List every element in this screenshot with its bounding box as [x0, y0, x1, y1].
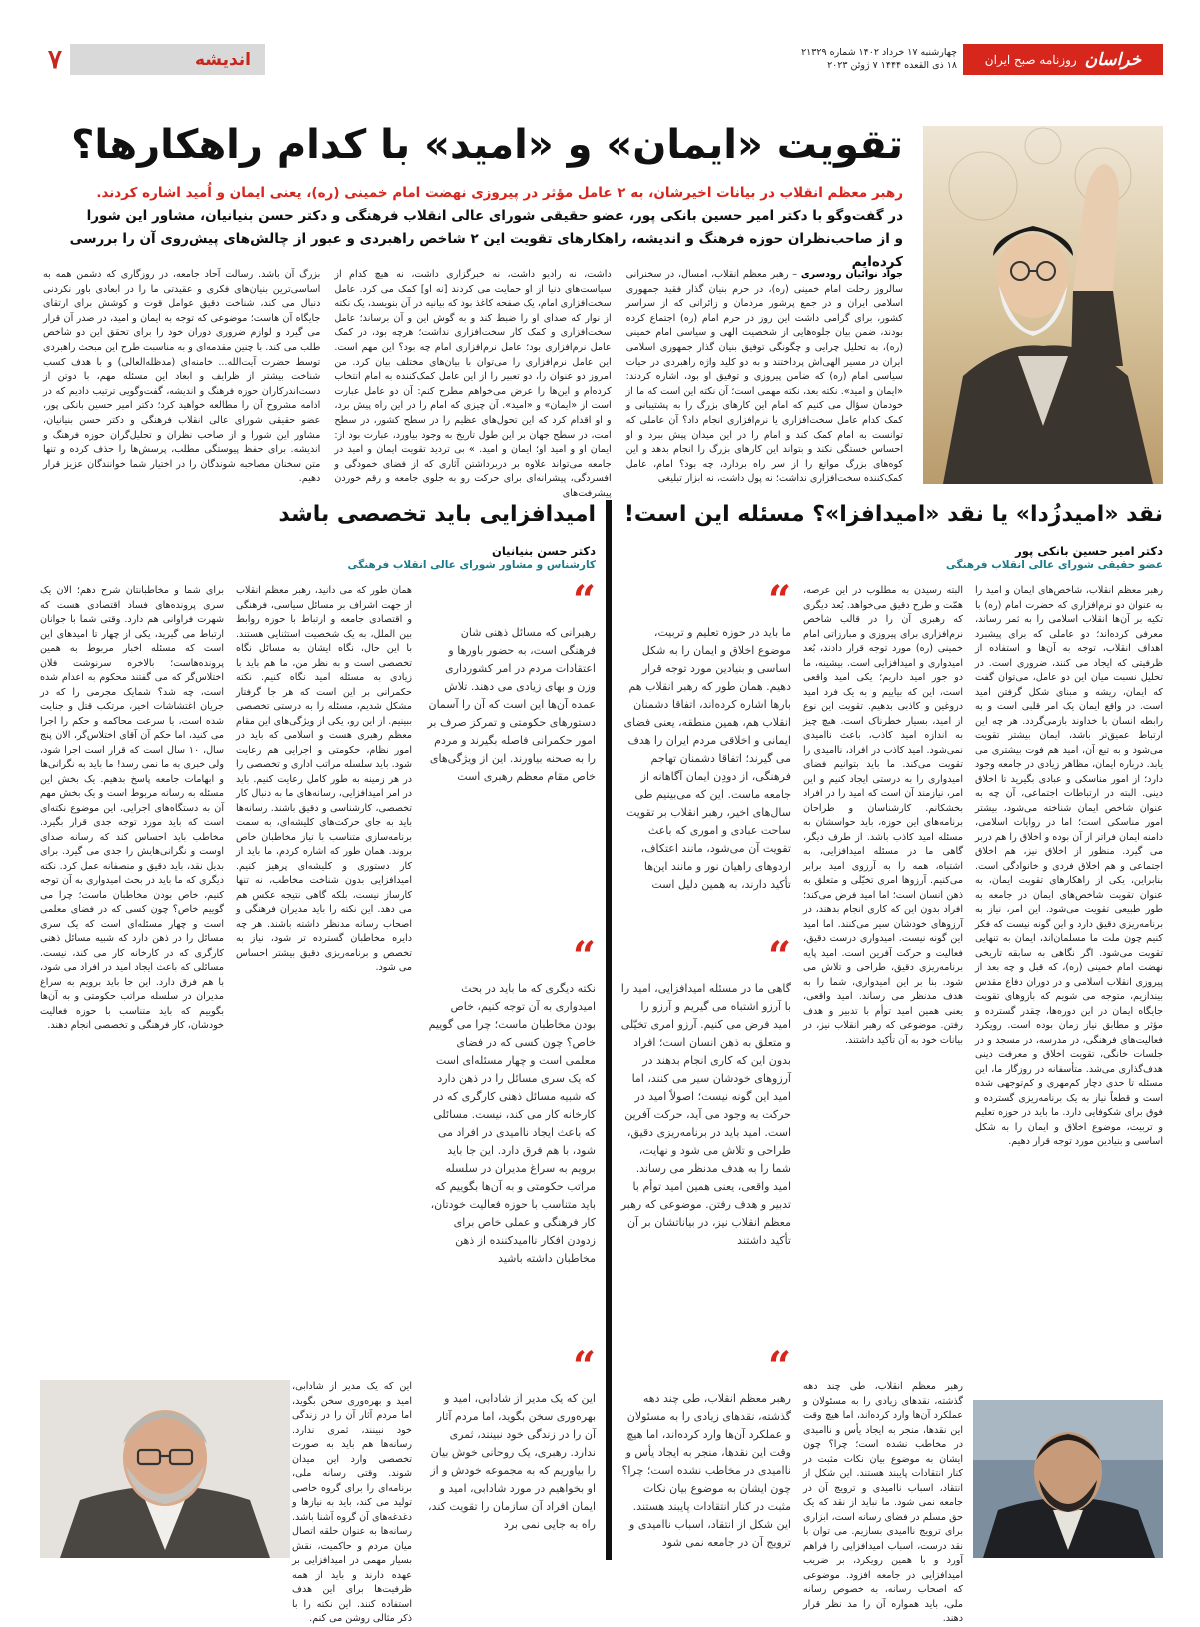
column-divider [606, 500, 612, 1560]
quote-mark-icon: “ [767, 933, 791, 980]
newspaper-brand[interactable] [963, 44, 1163, 75]
bonyanian-portrait-illustration [40, 1380, 290, 1558]
left-article-column-2: همان طور که می دانید، رهبر معظم انقلاب از جهت اشراف بر مسائل سیاسی، فرهنگی و اقتصادی جامعه و ارتباط با حوزه روابط بین الملل، به یک شخصیت استثنایی هستند. با این حال، نگاه ایشان به مسائل نگاه تخصصی است و به نظر من، ما هم باید با زیادی به مسئله امید نگاه کنیم. نکته حکمرانی بر این است که هر جا گرفتار مشکل شدیم، مسئله را به درستی تخصصی ببینیم. از این رو، یکی از ویژگی‌های این مقام معظم رهبری هست و اسلامی که باید در امور نظام، حکومتی و اجرایی هم رعایت شود. باید سلسله مراتب اداری و تخصصی را در هر زمینه به طور کامل رعایت کنیم. باید در امر امیدافزایی، رسانه‌های ما به دنبال کار تخصصی، کارشناسی و دقیق باشند. رسانه‌ها باید به جای حرکت‌های کلیشه‌ای، به سمت برنامه‌سازی متناسب با نیاز مخاطبان خاص بروند. همان طور که اشاره کردم، ما باید از کار دستوری و کلیشه‌ای پرهیز کنیم. امیدافزایی بدون شناخت مخاطب، نه تنها کارساز نیست، بلکه گاهی نتیجه عکس هم می دهد. این نکته را باید مدیران فرهنگی و اصحاب رسانه مدنظر داشته باشند. هر چه دایره مخاطبان گسترده تر شود، نیاز به تخصص و برنامه‌ریزی دقیق بیشتر احساس می شود. [236, 585, 412, 973]
left-pull-quote-2 [426, 933, 596, 1340]
section-label: اندیشه [70, 44, 265, 75]
left-article-title: امیدافزایی باید تخصصی باشد [278, 502, 596, 527]
right-pull-quote-3 [620, 1343, 791, 1560]
bonyanian-portrait [40, 1380, 290, 1558]
quote-mark-icon: “ [767, 1343, 791, 1390]
lead-column-3: بزرگ آن باشد. رسالت آحاد جامعه، در روزگاری که دشمن همه به اساسی‌ترین بنیان‌های فکری و عقیدتی ما را در ابعادی باور نکردنی دنبال می کند، شناخت دقیق عوامل قوت و کوشش برای ارتقای جایگاه آن هاست؛ موضوعی که توجه به ایمان و امید، در صدر آن قرار می گیرد و لوازم ضروری دوران خود را برای تحقق این دو شاخص طلب می کند. با چنین مقدمه‌ای و به مناسبت طرح این مبحث راهبردی توسط حضرت آیت‌الله... خامنه‌ای (مدظله‌العالی) و با هدف کسب شناخت بیشتر از ظرایف و ابعاد این مسئله مهم، با دوتن از دست‌اندرکاران حوزه فرهنگ و اندیشه، گفت‌وگویی ترتیب دادیم که در ادامه مشروح آن را مطالعه خواهید کرد؛ دکتر امیر حسین بانکی پور، عضو حقیقی شورای عالی انقلاب فرهنگی و دکتر حسن بنیانیان، مشاور این شورا و از صاحب نظران و تحلیل‌گران حوزه فرهنگ و اندیشه. برای حفظ پیوستگی مطلب، پرسش‌ها را حذف کرده و تنها متن سخنان مصاحبه شوندگان را در اختیار شما خوانندگان عزیز قرار دهیم. [43, 269, 321, 485]
pull-quote-text: ما باید در حوزه تعلیم و تربیت، موضوع اخلاق و ایمان را به شکل اساسی و بنیادین مورد توجه قرار دهیم. همان طور که رهبر انقلاب هم بارها اشاره کرده‌اند، اتفاقا دشمنان انقلاب هم، همین منطقه، یعنی فضای ایمانی و اخلاقی مردم ایران را هدف می گیرند؛ اتفاقا دشمنان تهاجم فرهنگی، از دودِن ایمان آگاهانه از جامعه ماست. این که می‌بینیم طی سال‌های اخیر، رهبر انقلاب بر تقویت ساحت عبادی و اموری که باعث تقویت آن می‌شود، مانند اعتکاف، اردوهای راهیان نور و مانند این‌ها تأکید دارند، به همین دلیل است [623, 626, 791, 891]
quote-mark-icon: “ [572, 577, 596, 624]
right-article [620, 500, 1163, 1624]
right-article-byline [620, 544, 1163, 571]
pull-quote-text: رهبرانی که مسائل ذهنی شان فرهنگی است، به حضور باورها و اعتقادات مردم در امر کشورداری وزن و بهای زیادی می دهند. تلاش عمده آن‌ها این است که آن را آسمان دستورهای حکومتی و تمرکز صرف بر امور حکمرانی فاصله بگیرند و مردم را به صحنه بیاورند. این از ویژگی‌های خاص مقام معظم رهبری است [427, 626, 596, 783]
pull-quote-text: نکته دیگری که ما باید در بحث امیدواری به آن توجه کنیم، خاص بودن مخاطبان ماست؛ چرا می گوییم خاص؟ چون کسی که در فضای معلمی است و چهار مسئله‌ای است که یک سری مسائل را در ذهن دارد که شبیه مسائل ذهنی کارگری که در کارخانه کار می کند، نیست. مسائلی که باعث ایجاد ناامیدی در افراد می شود، با هم فرق دارد. این جا باید برویم به سراغ مدیران در سلسله مراتب حکومتی و به آن‌ها بگوییم که باید متناسب با حوزه فعالیت خودتان، کار فرهنگی و عملی خاص برای زدودن افکار ناامید‌کننده از ذهن مخاطبان داشته باشید [428, 982, 596, 1265]
lead-headline: تقویت «ایمان» و «امید» با کدام راهکارها؟ [71, 122, 903, 168]
pull-quote-text: گاهی ما در مسئله امیدافزایی، امید را با آرزو اشتباه می گیریم و آرزو را امید فرض می کنیم. آرزو امری تخیّلی و متعلق به ذهن انسان است؛ افراد بدون این که کاری انجام بدهند در آرزوهای خودشان سیر می کنند، اما امید این گونه نیست؛ اصولاً امید در حرکت به وجود می آید، حرکت آفرین است. امید باید در برنامه‌ریزی دقیق، طراحی و تلاش می شود و نهایت، شما را به هدف مدنظر می رساند. امید واقعی، یعنی همین امید توأم با تدبیر و هدف رفتن. موضوعی که رهبر معظم انقلاب نیز، در بیاناتشان بر آن تأکید داشتند [620, 982, 791, 1247]
lead-story [40, 118, 1163, 499]
lead-author: جواد نوائیان رودسری [800, 269, 903, 280]
right-pull-quote-1 [620, 577, 791, 924]
left-article-column-2-bottom: این که یک مدیر از شادابی، امید و بهره‌وری سخن بگوید، اما مردم آثار آن را در زندگی خود نبینند، ثمری ندارد. رسانه‌ها هم باید به صورت تخصصی وارد این میدان شوند. وقتی رسانه ملی، برنامه‌ای را برای گروه خاصی تولید می کند، باید به نیازها و دغدغه‌های آن گروه آشنا باشد. رسانه‌ها به عنوان حلقه اتصال میان مردم و حاکمیت، نقش بسیار مهمی در امیدافزایی بر عهده دارند و باید از همه ظرفیت‌ها برای این هدف استفاده کنند. این نکته را با ذکر مثالی روشن می کنم. [292, 1381, 412, 1624]
right-article-title: نقد «امیدزُدا» یا نقد «امیدافزا»؟ مسئله این است! [623, 502, 1163, 527]
lede-line-3: و از صاحب‌نظران حوزه فرهنگ و اندیشه، راهکارهای تقویت این ۲ شاخص راهبردی و عبور از چالش‌های پیش‌روی آن را بررسی کرده‌ایم [69, 231, 903, 270]
right-pull-quote-2 [620, 933, 791, 1340]
left-article [40, 500, 596, 1624]
masthead [40, 44, 1163, 75]
lede-line-1: رهبر معظم انقلاب در بیانات اخیرشان، به ۲ عامل مؤثر در پیروزی نهضت امام خمینی (ره)، یعنی ایمان و اُمید اشاره کردند. [96, 185, 903, 201]
left-pull-quote-3 [426, 1343, 596, 1560]
left-article-column-1: برای شما و مخاطبانتان شرح دهم؛ الان یک سری پرونده‌های فساد اقتصادی هست که شهرت فراوانی هم دارد. وقتی شما با جوانان ارتباط می گیرید، یکی از چهار تا امیدهای این است که مسئله اخبار مربوط به همین پرونده‌هاست؛ بالاخره سرنوشت فلان اختلاس‌گر که می گفتند محکوم به اعدام شده است، چه شد؟ شمایک مجرمی را که در جریان اغتشاشات اخیر، مرتکب قتل و جنایت شده است، با سرعت محاکمه و حکم را اجرا می کنید، اما حکم آن آقای اختلاس‌گر، الان پنج سال، ۱۰ سال است که قرار است اجرا شود، ولی خبری به ما نمی رسد! ما باید به نگرانی‌ها و ابهامات جامعه پاسخ بدهیم. یک بخش این مسئله به رسانه مربوط است و یک بخش مهم آن به دستگاه‌های اجرایی. این موضوع نکته‌ای است که باید مورد توجه جدی قرار بگیرد. مخاطب باید احساس کند که رسانه صدای اوست و نگرانی‌هایش را جدی می گیرد. برای بدیل نقد، باید دقیق و منصفانه عمل کرد. نکته دیگری که ما باید در بحث امیدواری به آن توجه کنیم، خاص بودن مخاطبان ماست؛ چرا می گوییم خاص؟ چون کسی که در فضای معلمی است و چهار مسئله‌ای است که یک سری مسائل را در ذهن دارد که شبیه مسائل ذهنی کارگری که در کارخانه کار می کند، نیست. مسائلی که باعث ایجاد امید در افراد می شود، با هم فرق دارد. این جا باید برویم به سراغ مدیران در سلسله مراتب حکومتی و به آن‌ها بگوییم که باید متناسب با حوزه فعالیت خودشان، کار فرهنگی و تخصصی انجام دهند. [40, 585, 225, 1031]
bankipour-portrait [973, 1400, 1163, 1558]
issue-date-line: چهارشنبه ۱۷ خرداد ۱۴۰۲ شماره ۲۱۳۲۹ [801, 47, 957, 58]
byline-role: کارشناس و مشاور شورای عالی انقلاب فرهنگی [347, 559, 596, 571]
brand-logo: خراسان [1084, 49, 1142, 70]
pull-quote-text: این که یک مدیر از شادابی، امید و بهره‌وری سخن بگوید، اما مردم آثار آن را در زندگی خود نبینند، ثمری ندارد. رهبری، یک روحانی خوش بیان را بیاوریم که به مجموعه خودش و از او بخواهیم در مورد شادابی، امید و ایمان افراد آن سازمان را تقویت کند، راه به جایی نمی برد [428, 1392, 596, 1531]
leader-photo-illustration [923, 126, 1163, 484]
byline-name: دکتر حسن بنیانیان [492, 544, 596, 558]
quote-mark-icon: “ [572, 933, 596, 980]
lead-body [43, 268, 903, 499]
lede-line-2: در گفت‌وگو با دکتر امیر حسین بانکی پور، عضو حقیقی شورای عالی انقلاب فرهنگی و دکتر حسن بنیانیان، مشاور این شورا [86, 208, 903, 224]
byline-role: عضو حقیقی شورای عالی انقلاب فرهنگی [945, 559, 1163, 571]
left-article-byline [40, 544, 596, 571]
issue-hijri-line: ۱۸ ذی القعده ۱۴۴۴ ۷ ژوئن ۲۰۲۳ [827, 60, 957, 71]
issue-info [773, 44, 963, 75]
leader-photo [923, 126, 1163, 484]
lead-column-1 [625, 268, 903, 485]
brand-subtitle: روزنامه صبح ایران [984, 52, 1077, 67]
bankipour-portrait-illustration [973, 1400, 1163, 1558]
masthead-spacer [265, 44, 773, 75]
right-article-column-2: البته رسیدن به مطلوب در این عرصه، همّت و طرح دقیق می‌خواهد. بُعد دیگری که رهبری آن را در قالب شاخص نرم‌افزاری برای پیروزی و مبارزاتی امام خمینی (ره) مورد توجه قرار دادند، بُعد امیدواری و امیدافزایی است. بیشینه، ما دو جور امید داریم؛ یکی امید واقعی است، این که بیاییم و به یک فرد امید دروغین و کاذبی بدهیم. تقویت این نوع از امید، بسیار خطرناک است. هیچ چیز به اندازه امید کاذب، باعث ناامیدی نمی‌شود. امید کاذب در افراد، ناامیدی را تقویت می‌کند. ما باید بتوانیم فضای امیدواری را به درستی ایجاد کنیم و این امر، نیازمند آن است که امید را در افراد بخشکانم. کارشناسان و طراحان برنامه‌های این حوزه، باید حواسشان به مسئله امید کاذب باشد. از طرف دیگر، گاهی ما در مسئله امیدافزایی، به اشتباه، همه را به آرزوی امید برابر می‌کنیم. آرزوها امری تخیّلی و متعلق به ذهن انسان است؛ اما امید فرض می‌کند؛ افراد بدون این که کاری انجام بدهند، در آرزوهای خودشان سیر می‌کنند. اما امید این گونه نیست. امیدواری درست دقیق، فعالیت و حرکت آفرین است. امید پایه برنامه‌ریزی دقیق، طراحی و تلاش می شود. بنا بر این امیدواری، شما را به هدف مدنظر می رساند. امید واقعی، یعنی همین امید توأم با تدبیر و هدف رفتن. موضوعی که رهبر انقلاب نیز، در بیانات خود به آن تأکید داشتند. [803, 585, 963, 1046]
lead-column-2: داشت، نه رادیو داشت، نه خبرگزاری داشت، نه هیچ کدام از سیاست‌های دنیا از او حمایت می کردند [نه او] کمک می کرد. عامل سخت‌افزاری امام، یک صفحه کاغذ بود که بیانیه در آن بنویسد، یک نکته از نوار که صدای او را ضبط کند و به گوش این و آن برساند؛ عامل سخت‌افزاری و کمک کار سخت‌افزاری نداشت؛ هرچه بود، در کمک عامل نرم‌افزاری بود؛ عامل نرم‌افزاری امام چه بود؟ این مهم است. این عامل نرم‌افزاری را می‌توان با بیان‌های مختلف بیان کرد. من امروز دو عنوان را، دو تعبیر را از این عامل کمک‌کننده به امام انتخاب کرده‌ام و این‌ها را عرض می‌خواهم مطرح کنم: آن دو عامل عبارت است از «ایمان» و «امید». آن چیزی که امام را در این راه پیش برد، و او اقدام کرد که این تحول‌های عظیم را در سطح کشور، در سطح امت، در سطح جهان بر این طول تاریخ به وجود بیاورد، عبارت بود از: ایمان او و امید او؛ ایمان و امید. » بی تردید تقویت ایمان و امید در جامعه می‌تواند علاوه بر دربرداشتن آثاری که از فضای خمودگی و افسردگی، پیشرانه‌ای برای حرکت رو به جلوی جامعه و رقم خوردن پیشرفت‌های [334, 269, 612, 499]
quote-mark-icon: “ [767, 577, 791, 624]
left-pull-quote-1 [426, 577, 596, 924]
right-article-column-2-bottom: رهبر معظم انقلاب، طی چند دهه گذشته، نقدهای زیادی را به مسئولان و عملکرد آن‌ها وارد کرده‌اند، اما هیچ وقت این نقدها، منجر به ایجاد یأس و ناامیدی در مخاطب نشده است؛ چرا؟ چون ایشان به موضوع بیان نکات مثبت در کنار انتقادات پایبند هستند. این شکل از انتقاد، اسباب ناامیدی و ترویج آن در جامعه نمی شود. ما نباید از نقد که یک حق مسلم در فضای رسانه است، ابزاری برای ترویج ناامیدی بسازیم. می توان با نقد درست، اسباب امیدافزایی را فراهم آورد و با همین رویکرد، بر ضریب امیدافزایی در جامعه افزود. موضوعی که اصحاب رسانه، به خصوص رسانه ملی، باید همواره آن را مد نظر قرار دهند. [803, 1381, 963, 1624]
page-number: ۷ [48, 44, 62, 75]
right-article-column-1: رهبر معظم انقلاب، شاخص‌های ایمان و امید را به عنوان دو نرم‌افزاری که حضرت امام (ره) با تکیه بر آن‌ها انقلاب اسلامی را به ثمر رساند، معرفی کرده‌اند؛ دو عاملی که برای پیشبرد اهداف انقلاب، توجه به آن‌ها و استفاده از ظرفیتی که ایجاد می کنند، ضروری است. در تحلیل نسبت میان این دو عامل، می‌توان گفت که ایمان، ریشه و مبنای شکل گرفتن امید است. در واقع ایمان یک امر قلبی است و به رابطه انسان با خداوند بازمی‌گردد. هر چه این ارتباط عمیق‌تر باشد، ایمان بیشتر تقویت می‌شود و به تبع آن، امید هم فوت بیشتری می یابد. درباره ایمان، مظاهر زیادی در جامعه وجود دارد؛ از امور مناسکی و عبادی بگیرید تا اخلاق دینی. البته در ارتباطات اجتماعی، آن چه به عنوان شاخص ایمان شناخته می‌شود، بیشتر امور مناسکی است؛ اما در روایات اسلامی، دامنه ایمان فراتر از آن بوده و اخلاق را هم دربر می گیرد. منظور از اخلاق نیز، هم اخلاق اجتماعی و هم اخلاق فردی و خانوادگی است. بنابراین، یکی از راهکارهای تقویت ایمان، به عنوان تقویت شاخص‌های ایمان در جامعه به طور طبیعی تقویت می‌شود. این امر، نیاز به برنامه‌ریزی دقیق دارد و این گونه نیست که فکر کنیم چون ملت ما مسلمان‌اند، ایمان به تنهایی تقویت می‌شود. اگر نگاهی به سابقه تاریخی نهضت امام خمینی (ره)، که قبل و چه بعد از پیروزی انقلاب اسلامی و در دوران دفاع مقدس بیندازیم، متوجه می شویم که بازوهای تقویت جایگاه ایمان در این دوره‌ها، چقدر گسترده و مؤثر و مطابق نیاز زمان بوده است. رویکرد فعالیت‌های فرهنگی، در مدرسه، در مسجد و در جلسات خانگی، تقویت اخلاق و معرفت دینی هدف‌گذاری می‌شد. متأسفانه در روزگار ما، این مسئله تا حدی دچار کم‌مهری و کم‌توجهی شده است و قطعاً نیاز به یک برنامه‌ریزی گسترده و فوق برای شکوفایی دارد. ما باید در حوزه تعلیم و تربیت، موضوع اخلاق و ایمان را به شکل اساسی و بنیادین مورد توجه قرار دهیم. [975, 585, 1163, 1147]
lead-column-1-text: – رهبر معظم انقلاب، امسال، در سخنرانی سالروز رحلت امام خمینی (ره)، در حرم بنیان گذار فقید جمهوری اسلامی ایران و در جمع پرشور مردمان و زائرانی که از سراسر کشور، برای گرامی داشت این روز در حرم امام (ره) اجتماع کرده بودند، ضمن بیان جلوه‌هایی از شخصیت الهی و سیاسی امام خمینی (ره)، به تحلیل چرایی و چگونگی توفیق بنیان گذار جمهوری اسلامی ایران در مسیر الهی‌اش پرداختند و به دو کلید واژه راهبردی در حیات سیاسی امام (ره) که ضامن پیروزی و توفیق او بود، اشاره کردند: «ایمان و امید». نکته بعد، نکته مهمی است؛ آن نکته این است که ما از خودمان سؤال می کنیم که امام این کارهای بزرگ را به پشتیبانی و کمک کدام عامل سخت‌افزاری یا نرم‌افزاری انجام داد؟ آن عاملی که توانست به امام کمک کند و امام را در این میدان پیش ببرد و او احساس خستگی نکند و بتواند این کارهای بزرگ را انجام بدهد و این کوه‌های بزرگ موانع را از سر راه بردارد، چه بود؟ امام، عامل کمک‌کننده سخت‌افزاری نداشت؛ نه پول داشت، نه ابزار تبلیغی [625, 269, 903, 485]
pull-quote-text: رهبر معظم انقلاب، طی چند دهه گذشته، نقدهای زیادی را به مسئولان و عملکرد آن‌ها وارد کرده‌اند، اما هیچ وقت این نقدها، منجر به ایجاد یأس و ناامیدی در مخاطب نشده است؛ چرا؟ چون ایشان به موضوع بیان نکات مثبت در کنار انتقادات پایبند هستند. این شکل از انتقاد، اسباب ناامیدی و ترویج آن در جامعه نمی شود [621, 1392, 791, 1549]
byline-name: دکتر امیر حسین بانکی پور [1015, 544, 1163, 558]
lead-lede [43, 182, 903, 274]
quote-mark-icon: “ [572, 1343, 596, 1390]
